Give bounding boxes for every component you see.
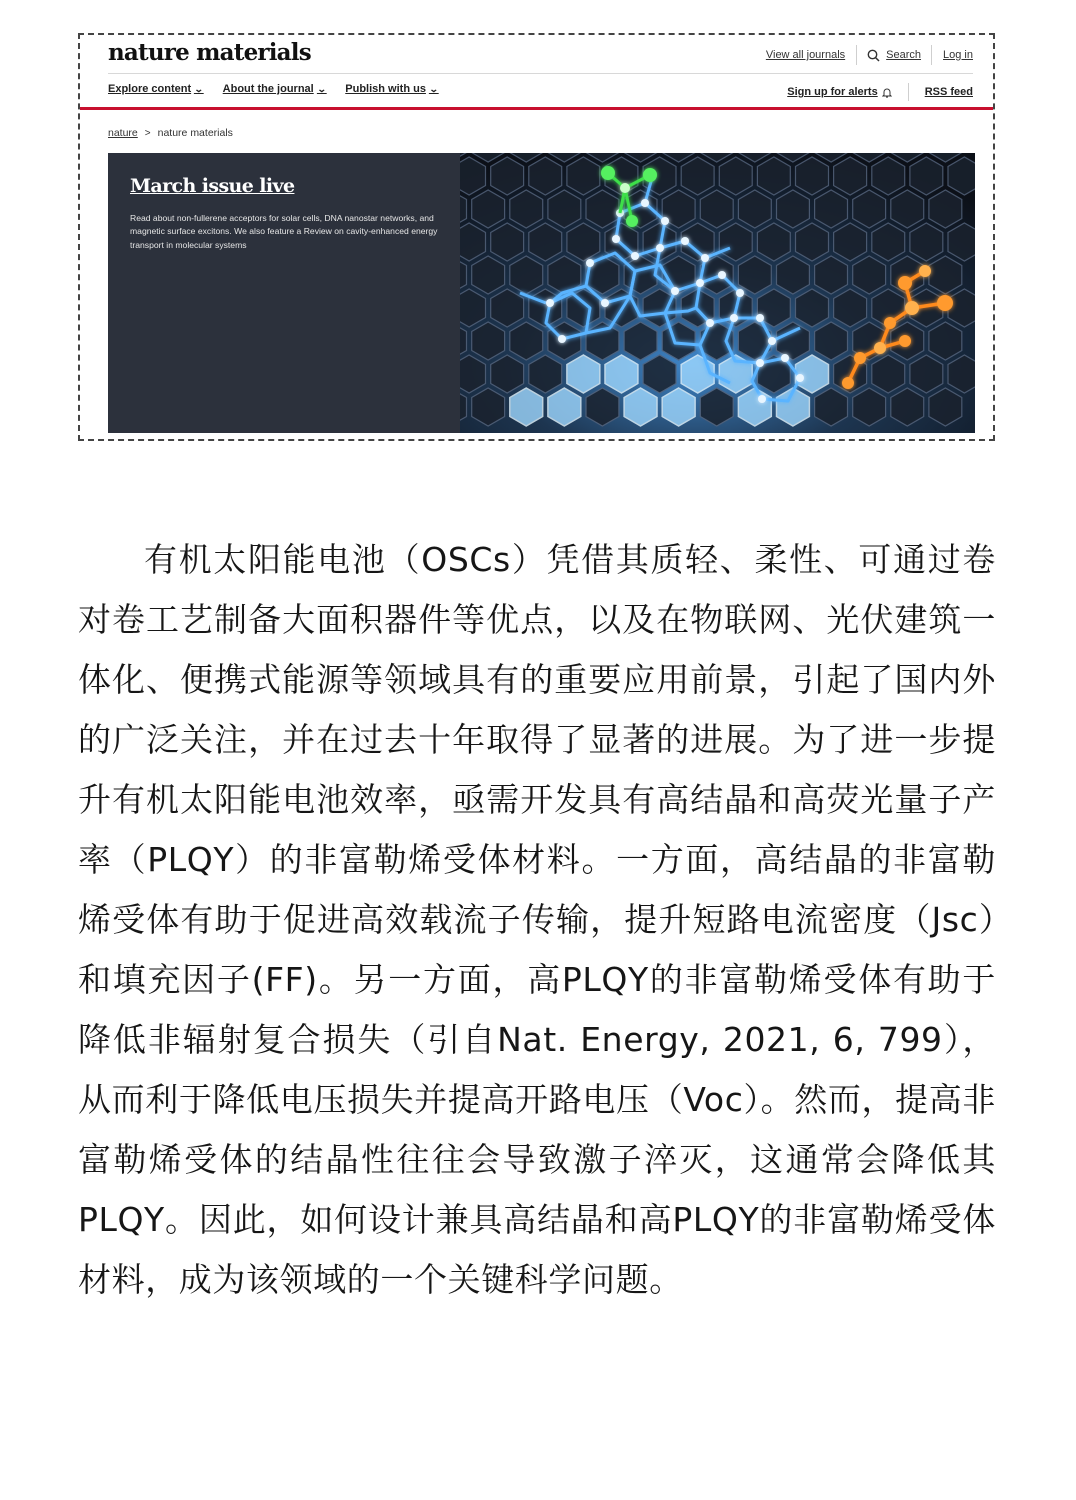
nav-label: Publish with us: [345, 83, 426, 95]
breadcrumb-current: nature materials: [157, 127, 233, 139]
hero-text-panel: [108, 153, 460, 433]
chevron-down-icon: ⌄: [428, 83, 439, 94]
search-label: Search: [886, 49, 922, 61]
sign-up-alerts-link[interactable]: [787, 86, 891, 98]
top-links: [755, 45, 973, 65]
nav-about-the-journal[interactable]: [223, 83, 326, 95]
divider: [908, 83, 909, 101]
search-button[interactable]: [857, 49, 931, 62]
view-all-journals-link[interactable]: View all journals: [765, 49, 846, 61]
brand-logo[interactable]: nature materials: [108, 39, 311, 66]
login-link[interactable]: Log in: [943, 49, 973, 61]
chevron-down-icon: ⌄: [316, 83, 327, 94]
hero-description: Read about non-fullerene acceptors for solar cells, DNA nanostar networks, and magnetic surface excitons. We also feature a Review on cavity-enhanced energy transport in molecular systems: [130, 213, 438, 250]
alerts-label: Sign up for alerts: [787, 86, 878, 98]
chevron-down-icon: ⌄: [193, 83, 204, 94]
journal-page-screenshot: [78, 33, 995, 441]
breadcrumb: [108, 127, 233, 139]
chevron-right-icon: >: [144, 127, 151, 139]
cover-image: [460, 153, 975, 433]
nav-label: About the journal: [222, 83, 314, 95]
accent-bar: [80, 107, 993, 110]
article-paragraph: 有机太阳能电池（OSCs）凭借其质轻、柔性、可通过卷对卷工艺制备大面积器件等优点，以及在物联网、光伏建筑一体化、便携式能源等领域具有的重要应用前景，引起了国内外的广泛关注，并在过去十年取得了显著的进展。为了进一步提升有机太阳能电池效率，亟需开发具有高结晶和高荧光量子产率（PLQY）的非富勒烯受体材料。一方面，高结晶的非富勒烯受体有助于促进高效载流子传输，提升短路电流密度（Jsc）和填充因子(FF)。另一方面，高PLQY的非富勒烯受体有助于降低非辐射复合损失（引自Nat. Energy, 2021, 6, 799），从而利于降低电压损失并提高开路电压（Voc）。然而，提高非富勒烯受体的结晶性往往会导致激子淬灭，这通常会降低其PLQY。因此，如何设计兼具高结晶和高PLQY的非富勒烯受体材料，成为该领域的一个关键科学问题。: [78, 540, 996, 1299]
hero-title[interactable]: March issue live: [130, 175, 295, 197]
search-icon: [867, 49, 880, 62]
nav-label: Explore content: [108, 83, 192, 95]
hero-banner[interactable]: [108, 153, 975, 433]
header-divider: [108, 73, 973, 74]
nav-publish-with-us[interactable]: [345, 83, 437, 95]
rss-feed-link[interactable]: RSS feed: [924, 86, 973, 98]
nav-explore-content[interactable]: [108, 83, 203, 95]
main-nav: [108, 83, 457, 95]
nav-right: [787, 83, 973, 101]
bell-icon: [882, 87, 892, 98]
breadcrumb-home[interactable]: nature: [108, 127, 138, 139]
